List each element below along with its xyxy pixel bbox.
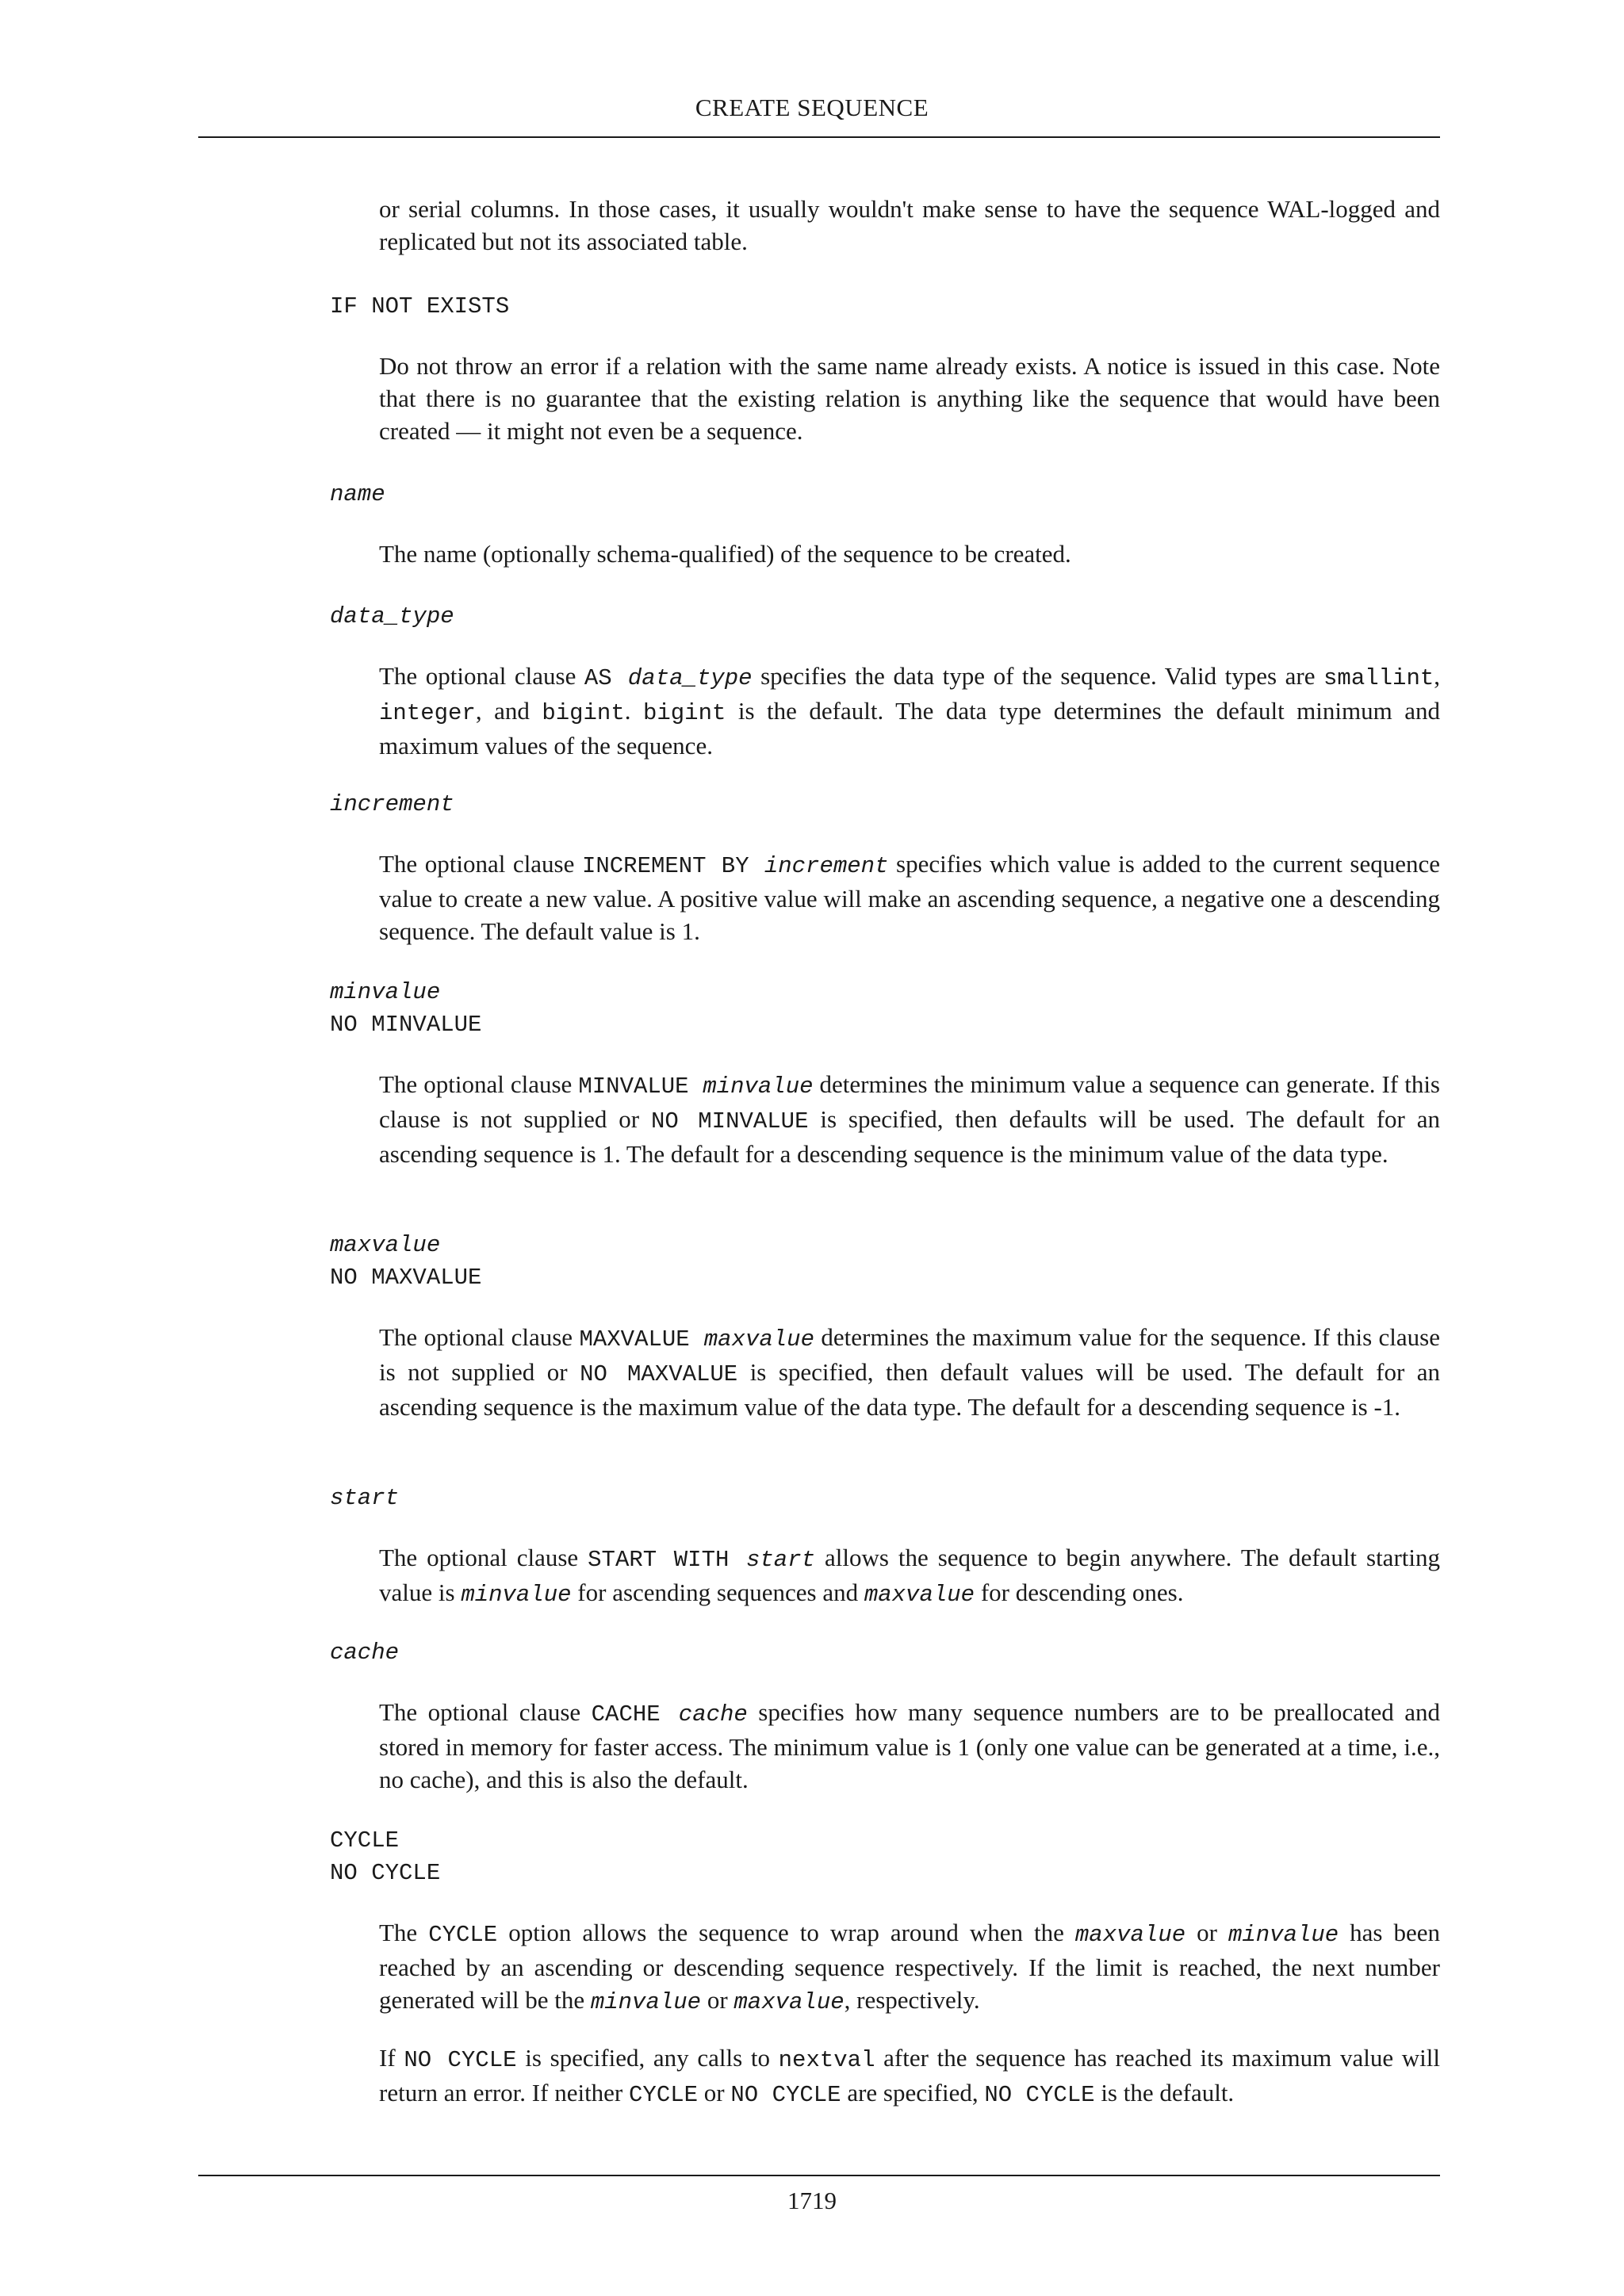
desc-name <box>379 538 1440 570</box>
desc-minvalue <box>379 1068 1440 1170</box>
term-increment <box>330 788 454 821</box>
code-maxvalue: maxvalue <box>864 1582 975 1608</box>
term-no-maxvalue: NO MAXVALUE <box>330 1265 482 1291</box>
text-run: The optional clause <box>379 1698 592 1726</box>
text-run: . <box>624 697 643 725</box>
term-minvalue <box>330 976 440 1008</box>
text-run: is specified, any calls to <box>516 2044 779 2072</box>
desc-start-text <box>379 1541 1440 1611</box>
desc-maxvalue <box>379 1321 1440 1423</box>
term-no-minvalue: NO MINVALUE <box>330 1012 482 1038</box>
term-minvalue-text: minvalue <box>330 979 441 1005</box>
text-run: specifies which value is added to the current sequence value to create a new value. A positive value will make an ascending sequence, a negative one a descending sequence. The default value is 1. <box>379 850 1440 945</box>
text-run: The <box>379 1919 429 1946</box>
code-minvalue: minvalue <box>590 1989 702 2015</box>
code-maxvalue: maxvalue <box>1074 1922 1186 1948</box>
code-no-cycle: NO CYCLE <box>404 2047 517 2073</box>
text-run: The optional clause <box>379 850 582 878</box>
desc-name-text: The name (optionally schema-qualified) of the sequence to be created. <box>379 540 1071 568</box>
desc-increment-text <box>379 848 1440 947</box>
code-no-cycle: NO CYCLE <box>730 2082 841 2108</box>
text-run: The optional clause <box>379 1544 588 1571</box>
code-start-with: START WITH <box>588 1547 746 1573</box>
desc-cache-text <box>379 1696 1440 1796</box>
desc-cycle-1-text <box>379 1916 1440 2019</box>
text-run: are specified, <box>841 2079 985 2107</box>
term-if-not-exists: IF NOT EXISTS <box>330 293 510 320</box>
desc-data-type-text <box>379 660 1440 762</box>
code-no-minvalue: NO MINVALUE <box>650 1108 809 1135</box>
code-minvalue-kw: MINVALUE <box>578 1073 703 1100</box>
desc-cycle-2 <box>379 2042 1440 2111</box>
text-run: allows the sequence to begin anywhere. The default starting value is <box>379 1544 1440 1606</box>
text-run: , and <box>475 697 542 725</box>
term-cache <box>330 1636 399 1669</box>
footer-rule <box>198 2175 1440 2176</box>
code-data-type: data_type <box>627 665 753 691</box>
code-minvalue: minvalue <box>461 1582 572 1608</box>
desc-maxvalue-text <box>379 1321 1440 1423</box>
desc-increment <box>379 848 1440 947</box>
code-minvalue: minvalue <box>703 1073 814 1100</box>
text-run: for descending ones. <box>975 1578 1184 1606</box>
desc-cycle-2-text <box>379 2042 1440 2111</box>
code-cache-kw: CACHE <box>591 1701 679 1728</box>
code-increment: increment <box>764 853 889 879</box>
code-cache: cache <box>678 1701 748 1728</box>
desc-if-not-exists <box>379 350 1440 447</box>
code-bigint: bigint <box>642 700 726 726</box>
page-number: 1719 <box>787 2187 837 2214</box>
text-run: specifies how many sequence numbers are to be preallocated and stored in memory for faster access. The minimum value is 1 (only one value can be generated at a time, i.e., no cache), and this is also the default. <box>379 1698 1440 1793</box>
text-run: is the default. The data type determines the default minimum and maximum values of the sequence. <box>379 697 1440 760</box>
intro-paragraph <box>379 193 1440 258</box>
text-run: The optional clause <box>379 1070 579 1098</box>
code-cycle: CYCLE <box>629 2082 699 2108</box>
term-no-cycle: NO CYCLE <box>330 1860 441 1886</box>
desc-minvalue-text <box>379 1068 1440 1170</box>
text-run: If <box>379 2044 404 2072</box>
text-run: or <box>698 2079 731 2107</box>
text-run: or <box>701 1986 734 2014</box>
code-no-cycle: NO CYCLE <box>984 2082 1095 2108</box>
text-run: option allows the sequence to wrap around when the <box>497 1919 1075 1946</box>
code-integer: integer <box>379 700 476 726</box>
code-nextval: nextval <box>778 2047 875 2073</box>
term-start-text: start <box>330 1485 400 1511</box>
text-run: determines the minimum value a sequence can generate. If this clause is not supplied or <box>379 1070 1440 1133</box>
term-increment-text: increment <box>330 791 454 817</box>
text-run: is specified, then defaults will be used. The default for an ascending sequence is 1. The default for a descending sequence is the minimum value of the data type. <box>379 1105 1440 1168</box>
code-maxvalue-kw: MAXVALUE <box>579 1326 704 1353</box>
term-data-type-text: data_type <box>330 603 454 629</box>
code-as: AS <box>584 665 628 691</box>
term-name <box>330 478 385 511</box>
text-run: is the default. <box>1094 2079 1235 2107</box>
page-header-title: CREATE SEQUENCE <box>695 94 929 121</box>
code-maxvalue: maxvalue <box>703 1326 814 1353</box>
text-run: , respectively. <box>844 1986 980 2014</box>
header-rule <box>198 136 1440 138</box>
code-no-maxvalue: NO MAXVALUE <box>580 1361 738 1387</box>
text-run: for ascending sequences and <box>571 1578 864 1606</box>
term-name-text: name <box>330 481 385 507</box>
code-cycle: CYCLE <box>428 1922 498 1948</box>
text-run: The optional clause <box>379 662 584 690</box>
text-run: The optional clause <box>379 1323 580 1351</box>
text-run: specifies the data type of the sequence. Valid types are <box>752 662 1324 690</box>
term-start <box>330 1482 399 1514</box>
code-bigint: bigint <box>542 700 625 726</box>
text-run: after the sequence has reached its maximum value will return an error. If neither <box>379 2044 1440 2107</box>
desc-cache <box>379 1696 1440 1796</box>
code-increment-by: INCREMENT BY <box>581 853 764 879</box>
term-cycle: CYCLE <box>330 1827 400 1854</box>
desc-if-not-exists-text: Do not throw an error if a relation with the same name already exists. A notice is issued in this case. Note that there is no guarantee that the existing relation is anything like the sequence that would have been created — it might not even be a sequence. <box>379 352 1440 445</box>
term-cache-text: cache <box>330 1640 400 1666</box>
text-run: or <box>1185 1919 1228 1946</box>
desc-start <box>379 1541 1440 1611</box>
text-run: , <box>1434 662 1441 690</box>
text-run: has been reached by an ascending or descending sequence respectively. If the limit is reached, the next number generated will be the <box>379 1919 1441 2014</box>
text-run: determines the maximum value for the sequence. If this clause is not supplied or <box>379 1323 1440 1386</box>
code-minvalue: minvalue <box>1228 1922 1339 1948</box>
code-maxvalue: maxvalue <box>733 1989 845 2015</box>
intro-text: or serial columns. In those cases, it usually wouldn't make sense to have the sequence WAL-logged and replicated but not its associated table. <box>379 195 1440 255</box>
text-run: is specified, then default values will be used. The default for an ascending sequence is the maximum value of the data type. The default for a descending sequence is -1. <box>379 1358 1440 1421</box>
code-smallint: smallint <box>1323 665 1434 691</box>
term-maxvalue-text: maxvalue <box>330 1232 441 1258</box>
desc-data-type <box>379 660 1440 762</box>
term-data-type <box>330 600 454 633</box>
term-maxvalue <box>330 1229 440 1261</box>
code-start: start <box>746 1547 816 1573</box>
desc-cycle-1 <box>379 1916 1440 2019</box>
